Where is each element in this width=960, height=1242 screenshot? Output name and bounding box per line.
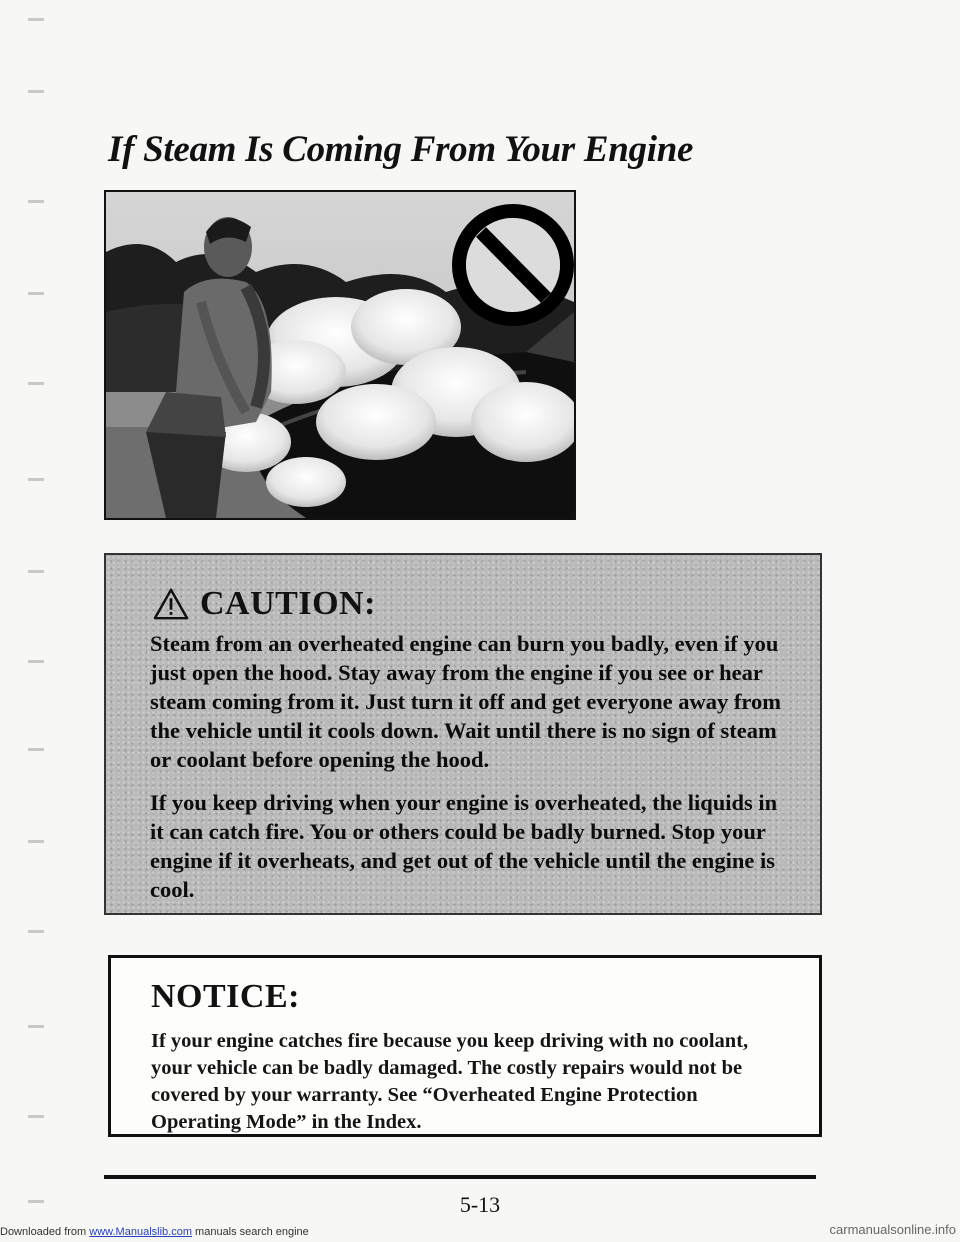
download-footer [0,1226,309,1238]
warning-triangle-icon [152,587,190,621]
caution-header [152,585,784,623]
footer-prefix: Downloaded from [0,1226,87,1238]
footer-suffix: manuals search engine [195,1226,309,1238]
footer-rule [104,1175,816,1179]
caution-title: CAUTION: [200,585,376,622]
margin-registration-marks [28,0,58,1242]
page-number: 5-13 [459,1192,501,1217]
notice-box [108,955,822,1137]
notice-body: If your engine catches fire because you keep driving with no coolant, your vehicle can be badly damaged. The costly repairs would not be covered by your warranty. See “Overheated Engine Protection Operating Mode” in the Index. [151,1030,749,1133]
manualslib-link[interactable]: www.Manualslib.com [89,1226,192,1238]
prohibited-sign-icon [459,211,567,319]
caution-box [104,553,822,915]
watermark: carmanualsonline.info [829,1222,956,1237]
page-title: If Steam Is Coming From Your Engine [108,129,694,170]
steam-engine-photo [104,190,576,520]
notice-title: NOTICE: [151,978,300,1015]
caution-paragraph-1: Steam from an overheated engine can burn you badly, even if you just open the hood. Stay away from the engine if you see or hear steam coming from it. Just turn it off and get everyone away from the vehicle until it cools down. Wait until there is no sign of steam or coolant before opening the hood. [150,631,781,772]
caution-paragraph-2: If you keep driving when your engine is overheated, the liquids in it can catch fire. You or others could be badly burned. Stop your engine if it overheats, and get out of the vehicle until the engine is cool. [150,790,778,902]
